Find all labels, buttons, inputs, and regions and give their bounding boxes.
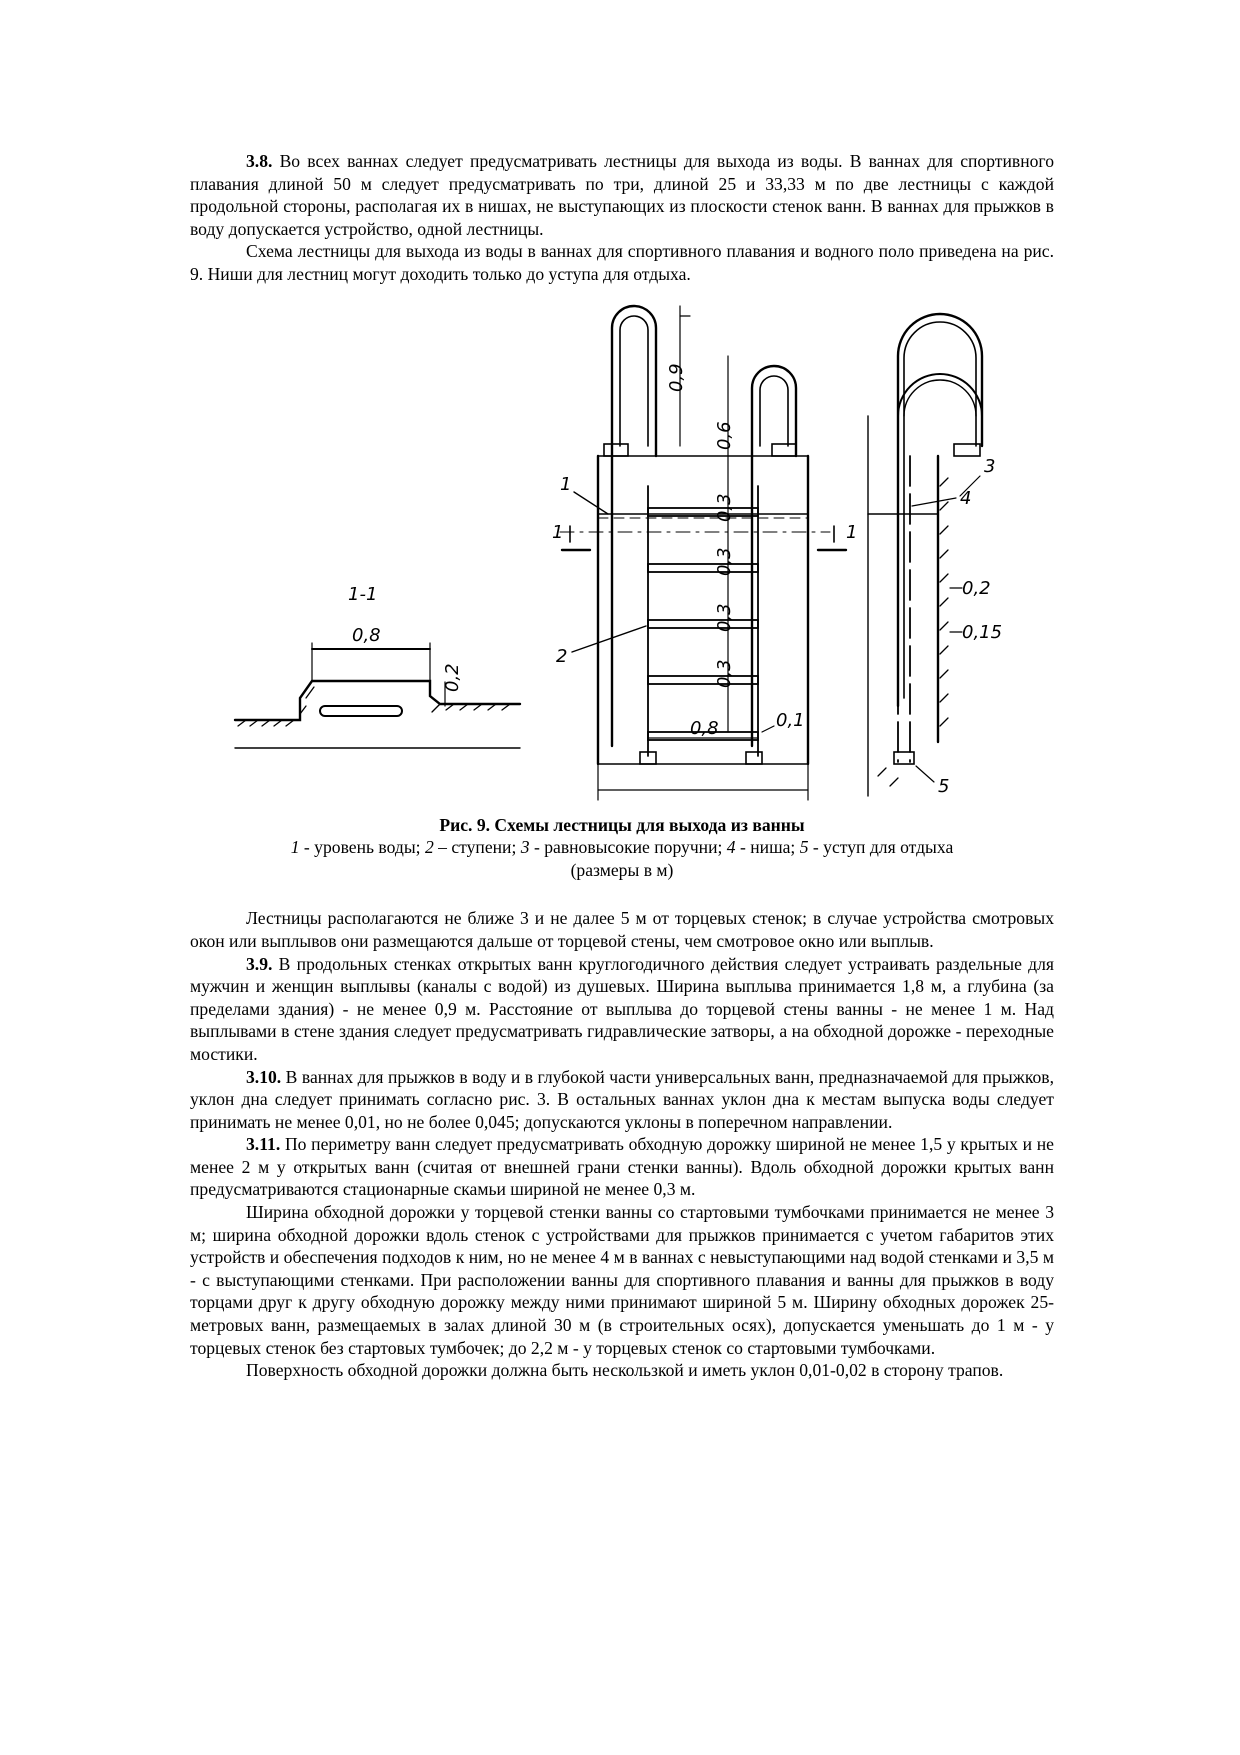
- paragraph-3-8: [190, 150, 1054, 240]
- cut-marker-right: 1: [846, 521, 858, 543]
- legend-text: – ступени;: [433, 837, 521, 858]
- paragraph-number: 3.8.: [246, 151, 273, 171]
- paragraph-text: Во всех ваннах следует предусматривать лестницы для выхода из воды. В ваннах для спортивного плавания длиной 50 м следует предусматривать по три, длиной 25 и 33,33 м по две лестницы с каждой продольной стороны, располагая их в нишах, не выступающих из плоскости стенок ванн. В ваннах для прыжков в воду допускается устройство, одной лестницы.: [190, 151, 1054, 239]
- legend-number: 2: [424, 837, 434, 858]
- ladder-steps: [648, 508, 758, 740]
- ladder-front-elevation: [552, 306, 857, 800]
- paragraph-text: Ширина обходной дорожки у торцевой стенки ванны со стартовыми тумбочками принимается не менее 3 м; ширина обходной дорожки вдоль стенок с устройствами для прыжков принимается с учетом габаритов этих устройств и обеспечения подходов к ним, но не менее 4 м в ваннах с невыступающими над водой стенками и 3,5 м - с выступающими стенками. При расположении ванны для спортивного плавания и ванны для прыжков в воду торцами друг к другу обходную дорожку между ними принимают шириной 5 м. Ширину обходных дорожек 25-метровых ванн, размещаемых в залах длиной 30 м (в строительных осях), допускается уменьшать до 1 м - у торцевых стенок без стартовых тумбочек; до 2,2 м - у торцевых стенок со стартовыми тумбочками.: [190, 1202, 1054, 1358]
- legend-text: - равновысокие поручни;: [529, 837, 727, 858]
- paragraph: [190, 1201, 1054, 1359]
- bottom-gap-label: 0,1: [776, 709, 805, 731]
- paragraph-3-9: [190, 953, 1054, 1066]
- niche-depth-a: 0,2: [962, 577, 991, 599]
- ladder-side-view: [868, 314, 1002, 797]
- handrail-tall: [612, 306, 656, 746]
- cut-marker-left: 1: [552, 521, 564, 543]
- legend-number: 3: [520, 837, 530, 858]
- callout-handrails: 3: [984, 455, 996, 477]
- callout-rest-ledge: 5: [938, 775, 950, 797]
- callout-water-level: 1: [560, 473, 572, 495]
- bottom-width-label: 0,8: [690, 717, 719, 739]
- section-label: 1-1: [348, 583, 378, 605]
- legend-number: 5: [799, 837, 809, 858]
- height-label: 0,9: [666, 362, 687, 392]
- paragraph-text: Лестницы располагаются не ближе 3 и не далее 5 м от торцевых стенок; в случае устройства смотровых окон или выплывов они размещаются дальше от торцевой стены, чем смотровое окно или выплыв.: [190, 908, 1054, 951]
- paragraph-3-11: [190, 1133, 1054, 1201]
- caption-units: (размеры в м): [570, 859, 674, 880]
- caption-title: Рис. 9. Схемы лестницы для выхода из ванны: [439, 814, 805, 835]
- niche-depth-b: 0,15: [962, 621, 1003, 643]
- paragraph-3-10: [190, 1066, 1054, 1134]
- paragraph-number: 3.11.: [246, 1134, 281, 1155]
- legend-text: - уровень воды;: [299, 837, 425, 858]
- section-step-bar: [320, 706, 402, 716]
- paragraph-text: В продольных стенках открытых ванн круглогодичного действия следует устраивать раздельные для мужчин и женщин выплывы (каналы с водой) из душевых. Ширина выплыва принимается 1,8 м, а глубина (за пределами здания) - не менее 0,9 м. Расстояние от выплыва до торцевой стены ванны - не менее 1 м. Над выплывами в стене здания следует предусматривать гидравлические затворы, а на обходной дорожке - переходные мостики.: [190, 953, 1054, 1064]
- section-1-1: [235, 584, 520, 748]
- text-block-bottom: [190, 907, 1054, 1381]
- document-page: [190, 150, 1054, 1382]
- ladder-drawing: [0, 286, 1240, 814]
- callout-steps: 2: [556, 645, 568, 667]
- legend-text: - ниша;: [735, 837, 800, 858]
- height-label: 0,3: [714, 602, 735, 632]
- caption-legend: [190, 836, 1054, 859]
- paragraph: [190, 907, 1054, 952]
- paragraph-text: По периметру ванн следует предусматривать обходную дорожку шириной не менее 1,5 у крытых и не менее 2 м у открытых ванн (считая от внешней грани стенки ванны). Вдоль обходной дорожки крытых ванн предусматриваются стационарные скамьи шириной не менее 0,3 м.: [190, 1134, 1054, 1200]
- height-label: 0,6: [714, 420, 735, 450]
- paragraph-number: 3.10.: [246, 1066, 282, 1087]
- paragraph-text: В ваннах для прыжков в воду и в глубокой части универсальных ванн, предназначаемой для прыжков, уклон дна следует принимать согласно рис. 3. В остальных ваннах уклон дна к местам выпуска воды следует принимать не менее 0,01, но не более 0,045; допускаются уклоны в поперечном направлении.: [190, 1066, 1054, 1132]
- section-step-label: 0,2: [442, 662, 463, 692]
- height-label: 0,3: [714, 658, 735, 688]
- text-block-top: [190, 150, 1054, 286]
- callout-niche: 4: [960, 487, 972, 509]
- paragraph: [190, 1359, 1054, 1382]
- height-label: 0,3: [714, 546, 735, 576]
- figure-caption: [190, 814, 1054, 882]
- section-width-label: 0,8: [352, 624, 381, 646]
- section-wall-outline: [235, 681, 520, 720]
- paragraph-text: Схема лестницы для выхода из воды в ваннах для спортивного плавания и водного поло приведена на рис. 9. Ниши для лестниц могут доходить только до уступа для отдыха.: [190, 241, 1054, 284]
- legend-text: - уступ для отдыха: [808, 837, 954, 858]
- legend-number: 4: [726, 837, 736, 858]
- figure-ladder-schematic: [190, 286, 1054, 814]
- height-label: 0,3: [714, 492, 735, 522]
- paragraph: [190, 240, 1054, 285]
- paragraph-number: 3.9.: [246, 953, 273, 974]
- legend-number: 1: [290, 837, 300, 858]
- paragraph-text: Поверхность обходной дорожки должна быть нескользкой и иметь уклон 0,01-0,02 в сторону трапов.: [246, 1360, 1004, 1381]
